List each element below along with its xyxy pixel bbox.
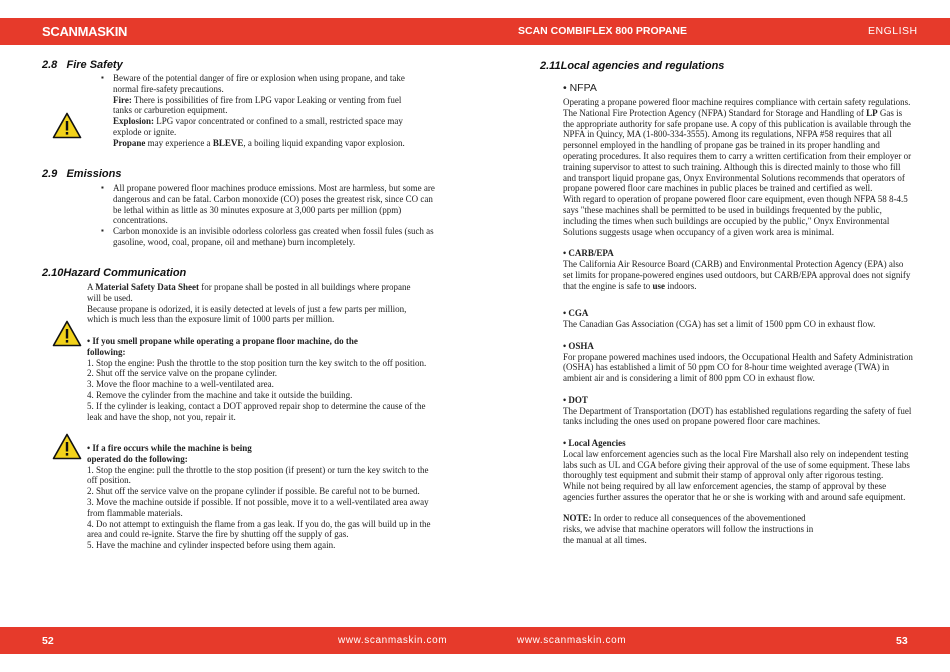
section-heading-fire-safety (42, 59, 123, 71)
dot-paragraph: The Department of Transportation (DOT) has established regulations regarding the safety of fuel tanks including the ones used on propane powered floor care machines. (563, 405, 912, 427)
bleve-label: BLEVE (212, 137, 244, 148)
warning-triangle-icon (52, 320, 82, 347)
carb-text: indoors. (665, 280, 697, 291)
fire-heading: • If a fire occurs while the machine is being operated do the following: (87, 443, 252, 464)
propane-paragraph (113, 138, 421, 149)
propane-text-end: , a boiling liquid expanding vapor explosion. (243, 137, 405, 148)
fire-text: There is possibilities of fire from LPG vapor Leaking or venting from fuel tanks or carburetion equipment. (113, 94, 402, 116)
nfpa-heading: • NFPA (563, 82, 597, 94)
list-item: 3. Move the machine outside if possible. If not possible, move it to a well-ventilated area away from flammable materials. (87, 496, 429, 518)
explosion-text: LPG vapor concentrated or confined to a small, restricted space may explode or ignite. (113, 116, 403, 137)
nfpa-paragraph: With regard to operation of propane powered floor care equipment, even though NFPA 58 8-4.5 says "these machines shall be permitted to be used in buildings frequented by the public, including the times when such buildings are occupied by the public," Onyx Environmental Solutions suggests usage when occupancy of a given work area is minimal. (563, 194, 908, 237)
list-item: ▪ Beware of the potential danger of fire or explosion when using propane, and take normal fire-safety precautions. (101, 73, 421, 95)
list-item: ▪ All propane powered floor machines produce emissions. Most are harmless, but some are dangerous and can be fatal. Carbon monoxide (CO) poses the greatest risk, since CO can be lethal within as little as 30 minutes exposure at 3,000 parts per million (ppm) concentrations. (101, 183, 435, 226)
section-title: Emissions (66, 168, 122, 180)
explosion-label: Explosion: (113, 116, 155, 127)
list-item: 5. If the cylinder is leaking, contact a DOT approved repair shop to determine the cause of the leak and have the shop, not you, repair it. (87, 400, 426, 422)
carb-text: The California Air Resource Board (CARB) and Environmental Protection Agency (EPA) also set limits for propane-powered engines used outdoors, but CARB/EPA approval does not signify that the engine is safe to (563, 258, 911, 291)
cga-paragraph: The Canadian Gas Association (CGA) has set a limit of 1500 ppm CO in exhaust flow. (563, 319, 876, 330)
cga-heading: • CGA (563, 308, 589, 319)
carb-use-label: use (652, 280, 665, 291)
smell-propane-instructions (87, 336, 432, 422)
local-agencies-paragraph: While not being required by all law enforcement agencies, the stamp of approval by these agencies further assures the operator that he or she is working with and around safe equipment. (563, 481, 906, 502)
language-label: ENGLISH (868, 25, 918, 37)
list-item: 1. Stop the engine: pull the throttle to the stop position (if present) or turn the key switch to the off position. (87, 464, 429, 486)
header-bar (0, 18, 950, 45)
section-number: 2.9 (42, 168, 58, 180)
list-item: 3. Move the floor machine to a well-ventilated area. (87, 379, 274, 390)
msds-label: Material Safety Data Sheet (95, 282, 199, 292)
nfpa-paragraph: Operating a propane powered floor machine requires compliance with certain safety regulations. (563, 97, 911, 107)
section-title: Local agencies and regulations (560, 60, 725, 72)
section-title: Hazard Communication (63, 267, 187, 279)
emissions-body (101, 183, 435, 248)
msds-paragraph (87, 282, 417, 304)
section-heading-hazard-communication (42, 267, 186, 279)
regulations-body (563, 97, 913, 546)
website-link-left[interactable]: www.scanmaskin.com (338, 635, 448, 646)
explosion-paragraph (113, 116, 421, 138)
intro-text: A (87, 282, 96, 292)
list-item: 5. Have the machine and cylinder inspected before using them again. (87, 540, 336, 551)
brand-logo: SCANMASKIN (42, 24, 128, 39)
carb-heading: • CARB/EPA (563, 248, 614, 259)
fire-paragraph (113, 95, 421, 117)
fire-label: Fire: (113, 94, 132, 105)
smell-heading: • If you smell propane while operating a propane floor machine, do the following: (87, 336, 358, 357)
nfpa-text: Gas is the appropriate authority for safe propane use. A copy of this publication is available through the NPFA in Quincy, MA (1-800-334-3555). Among its regulations, NFPA #58 requires that all personnel employed in the handling of propane gas be trained in its proper handling and operating procedures. It also requires them to carry a written certification from their employer or training supervisor to attest to such training. Although this is directed mainly to those who fill and transport liquid propane gas, Onyx Environmental Solutions recommends that operators of propane powered floor care machines in public places be trained and certified as well. (563, 107, 912, 194)
list-item: 4. Do not attempt to extinguish the flame from a gas leak. If you do, the gas will build up in the area and could re-ignite. Starve the fire by shutting off the supply of gas. (87, 518, 431, 540)
local-agencies-heading: • Local Agencies (563, 437, 626, 448)
section-heading-local-agencies (540, 60, 724, 72)
note-text: In order to reduce all consequences of the abovementioned risks, we advise that machine operators will follow the instructions in the manual at all times. (563, 513, 814, 546)
note-paragraph (563, 513, 825, 545)
propane-label: Propane (113, 137, 146, 148)
fire-occurs-instructions (87, 443, 432, 551)
list-item: 1. Stop the engine: Push the throttle to the stop position turn the key switch to the off position. (87, 357, 427, 368)
list-item: 4. Remove the cylinder from the machine and take it outside the building. (87, 389, 353, 400)
intro-text: for propane shall be posted in all buildings where propane will be used. (87, 282, 411, 303)
website-link-right[interactable]: www.scanmaskin.com (517, 635, 627, 646)
list-item: 2. Shut off the service valve on the propane cylinder. (87, 368, 278, 379)
nfpa-paragraph (563, 108, 913, 194)
section-number: 2.10 (42, 267, 64, 279)
hazard-intro (87, 282, 417, 325)
note-label: NOTE: (563, 513, 592, 524)
propane-text: may experience a (145, 137, 213, 148)
section-number: 2.8 (42, 59, 58, 71)
list-item: 2. Shut off the service valve on the propane cylinder if possible. Be careful not to be burned. (87, 486, 420, 497)
warning-triangle-icon (52, 112, 82, 139)
section-number: 2.11 (540, 60, 561, 72)
odor-paragraph: Because propane is odorized, it is easily detected at levels of just a few parts per million, which is much less than the exposure limit of 1000 parts per million. (87, 303, 407, 325)
list-item: ▪ Carbon monoxide is an invisible odorless colorless gas created when fossil fules (such as gasoline, wood, coal, propane, oil and methane) burn incompletely. (101, 226, 435, 248)
warning-triangle-icon (52, 433, 82, 460)
product-title: SCAN COMBIFLEX 800 PROPANE (518, 25, 687, 37)
carb-paragraph (563, 259, 913, 291)
section-heading-emissions (42, 168, 122, 180)
fire-safety-body (101, 73, 421, 149)
page-number-left: 52 (42, 635, 54, 647)
nfpa-text: The National Fire Protection Agency (NFPA) Standard for Storage and Handling of (563, 107, 867, 118)
local-agencies-paragraph: Local law enforcement agencies such as the local Fire Marshall also rely on independent testing labs such as UL and CGA before giving their approval of the use of some equipment. These labs thoroughly test equipment and submit their stamp of approval only after rigorous testing. (563, 448, 910, 481)
footer-bar (0, 627, 950, 654)
dot-heading: • DOT (563, 394, 588, 405)
section-title: Fire Safety (66, 59, 123, 71)
osha-heading: • OSHA (563, 340, 594, 351)
page-number-right: 53 (896, 635, 908, 647)
osha-paragraph: For propane powered machines used indoors, the Occupational Health and Safety Administration (OSHA) has established a limit of 50 ppm CO for 8-hour time weighted average (TWA) in ambient air and is considering a limit of 800 ppm CO in exhaust flow. (563, 351, 913, 384)
lp-label: LP (866, 107, 878, 118)
